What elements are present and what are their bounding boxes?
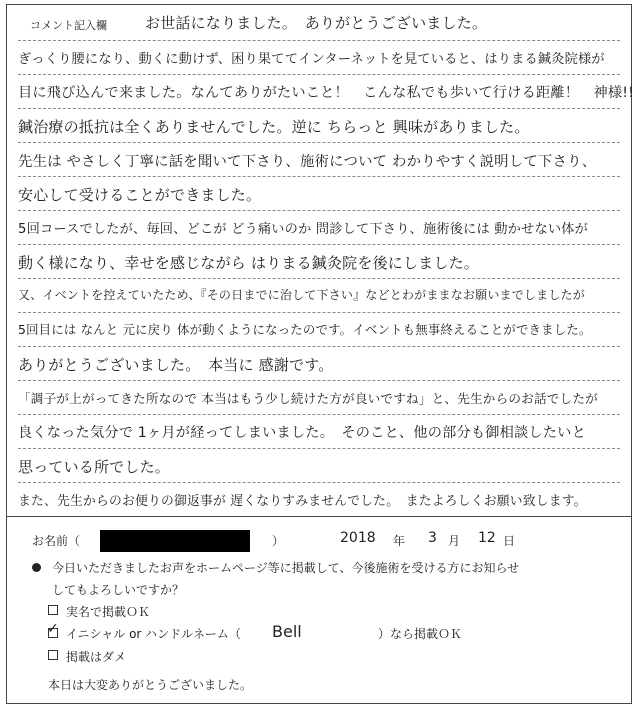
rule-line — [18, 346, 620, 347]
option-no-publish-label: 掲載はダメ — [66, 650, 127, 664]
handwritten-line: 先生は やさしく丁寧に話を聞いて下さり、施術について わかりやすく説明して下さり、 — [18, 154, 597, 170]
rule-line — [18, 142, 620, 143]
date-day: 12 — [478, 530, 496, 546]
handwritten-line: 動く様になり、幸せを感じながら はりまる鍼灸院を後にしました。 — [18, 254, 479, 272]
option-initials-suffix: ）なら掲載ＯＫ — [378, 627, 463, 641]
name-label: お名前（ — [32, 534, 81, 548]
checkbox-no-publish[interactable] — [48, 650, 58, 660]
handwritten-line: 5回目には なんと 元に戻り 体が動くようになったのです。イベントも無事終えることができました。 — [18, 322, 592, 337]
section-divider — [6, 516, 632, 517]
handwritten-line: 安心して受けることができました。 — [18, 186, 262, 204]
option-real-name-label: 実名で掲載ＯＫ — [66, 605, 151, 619]
comment-header-label: コメント記入欄 — [30, 19, 107, 32]
rule-line — [18, 278, 620, 279]
month-label: 月 — [448, 534, 461, 548]
rule-line — [18, 210, 620, 211]
handwritten-line: また、先生からのお便りの御返事が 遅くなりすみませんでした。 またよろしくお願い致します。 — [18, 494, 587, 509]
redacted-name — [100, 530, 250, 552]
handwritten-line: 鍼治療の抵抗は全くありませんでした。逆に ちらっと 興味がありました。 — [18, 118, 530, 136]
handwritten-line: 「調子が上がってきた所なので 本当はもう少し続けた方が良いですね」と、先生からのお話でしたが — [18, 391, 598, 406]
name-close: ） — [272, 534, 285, 548]
year-label: 年 — [393, 534, 406, 548]
day-label: 日 — [503, 534, 516, 548]
rule-line — [18, 40, 620, 41]
question-line-2: してもよろしいですか？ — [52, 583, 185, 597]
handwritten-line: 目に飛び込んで来ました。なんてありがたいこと！ こんな私でも歩いて行ける距離！ 神様!! — [18, 85, 635, 101]
option-initials-label: イニシャル or ハンドルネーム（ — [66, 627, 241, 641]
closing-message: 本日は大変ありがとうございました。 — [48, 678, 253, 692]
handwritten-line: 良くなった気分で 1ヶ月が経ってしまいました。 そのこと、他の部分も御相談したいと — [18, 425, 586, 441]
question-line-1: 今日いただきましたお声をホームページ等に掲載して、今後施術を受ける方にお知らせ — [52, 561, 520, 575]
question-bullet — [32, 563, 41, 572]
rule-line — [18, 244, 620, 245]
handwritten-line: 思っている所でした。 — [18, 458, 171, 476]
rule-line — [18, 380, 620, 381]
date-month: 3 — [428, 530, 437, 546]
handwritten-line: ありがとうございました。 本当に 感謝です。 — [18, 356, 334, 374]
handwritten-line: 5回コースでしたが、毎回、どこが どう痛いのか 問診して下さり、施術後には 動かせない体が — [18, 222, 588, 237]
checkbox-real-name[interactable] — [48, 605, 58, 615]
handwritten-line: 又、イベントを控えていたため、『その日までに治して下さい』などとわがままなお願いまでしましたが — [18, 288, 585, 302]
handwritten-line: お世話になりました。 ありがとうございました。 — [145, 14, 488, 32]
rule-line — [18, 312, 620, 313]
rule-line — [18, 74, 620, 75]
checkmark-icon: ✓ — [47, 621, 59, 637]
rule-line — [18, 108, 620, 109]
handwritten-line: ぎっくり腰になり、動くに動けず、困り果ててインターネットを見ていると、はりまる鍼灸院様が — [18, 52, 605, 67]
date-year: 2018 — [340, 530, 376, 546]
rule-line — [18, 448, 620, 449]
rule-line — [18, 482, 620, 483]
rule-line — [18, 414, 620, 415]
handle-name-value: Bell — [272, 622, 302, 641]
rule-line — [18, 176, 620, 177]
